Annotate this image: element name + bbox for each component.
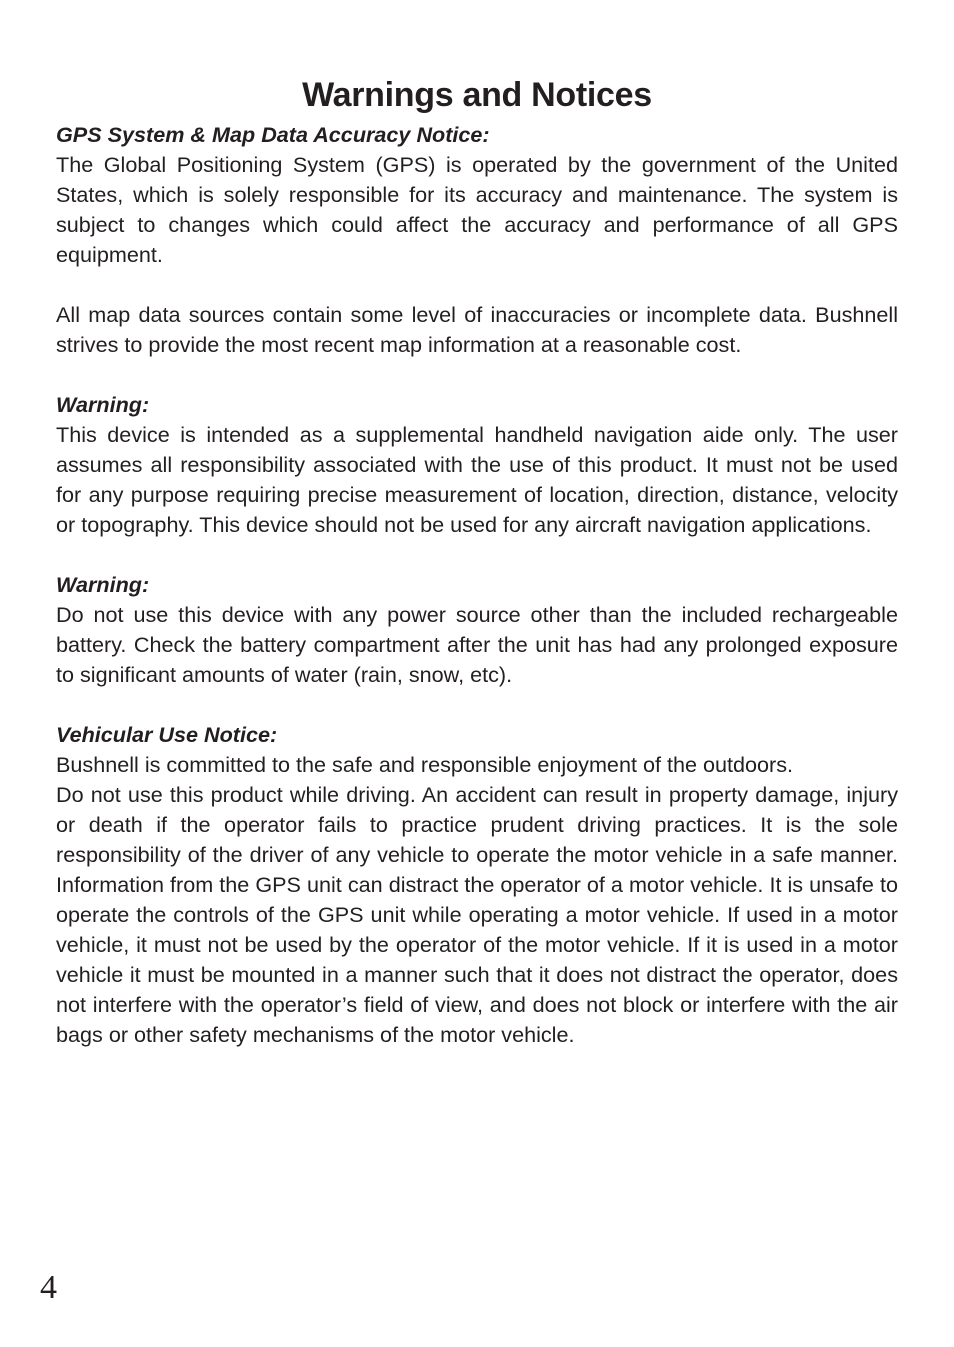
paragraph: Do not use this product while driving. An accident can result in property damage, injury or death if the operator fails to practice prudent driving practices. It is the sole responsibility of the driver of any vehicle to operate the motor vehicle in a safe manner. Information from the GPS unit can distract the operator of a motor vehicle. It is unsafe to operate the controls of the GPS unit while operating a motor vehicle. If used in a motor vehicle, it must not be used by the operator of the motor vehicle. If it is used in a motor vehicle it must be mounted in a manner such that it does not distract the operator, does not interfere with the operator’s field of view, and does not block or interfere with the air bags or other safety mechanisms of the motor vehicle. xyxy=(56,782,898,1047)
section-warning-navigation xyxy=(56,390,898,540)
section-heading: Warning: xyxy=(56,572,150,597)
document-body xyxy=(56,120,898,1080)
section-heading: Vehicular Use Notice: xyxy=(56,722,278,747)
section-gps-accuracy-notice xyxy=(56,120,898,360)
paragraph: Do not use this device with any power source other than the included rechargeable battery. Check the battery compartment after the unit has had any prolonged exposure to significant amounts of water (rain, snow, etc). xyxy=(56,602,898,687)
paragraph: The Global Positioning System (GPS) is operated by the government of the United States, which is solely responsible for its accuracy and maintenance. The system is subject to changes which could affect the accuracy and performance of all GPS equipment. xyxy=(56,152,898,267)
page-number: 4 xyxy=(40,1269,57,1306)
paragraph: This device is intended as a supplemental handheld navigation aide only. The user assumes all responsibility associated with the use of this product. It must not be used for any purpose requiring precise measurement of location, direction, distance, velocity or topography. This device should not be used for any aircraft navigation applications. xyxy=(56,422,898,537)
section-warning-battery xyxy=(56,570,898,690)
section-heading: GPS System & Map Data Accuracy Notice: xyxy=(56,122,490,147)
section-vehicular-use-notice xyxy=(56,720,898,1050)
paragraph: All map data sources contain some level of inaccuracies or incomplete data. Bushnell strives to provide the most recent map information at a reasonable cost. xyxy=(56,302,898,357)
section-heading: Warning: xyxy=(56,392,150,417)
paragraph: Bushnell is committed to the safe and responsible enjoyment of the outdoors. xyxy=(56,752,794,777)
page-title: Warnings and Notices xyxy=(302,75,652,114)
